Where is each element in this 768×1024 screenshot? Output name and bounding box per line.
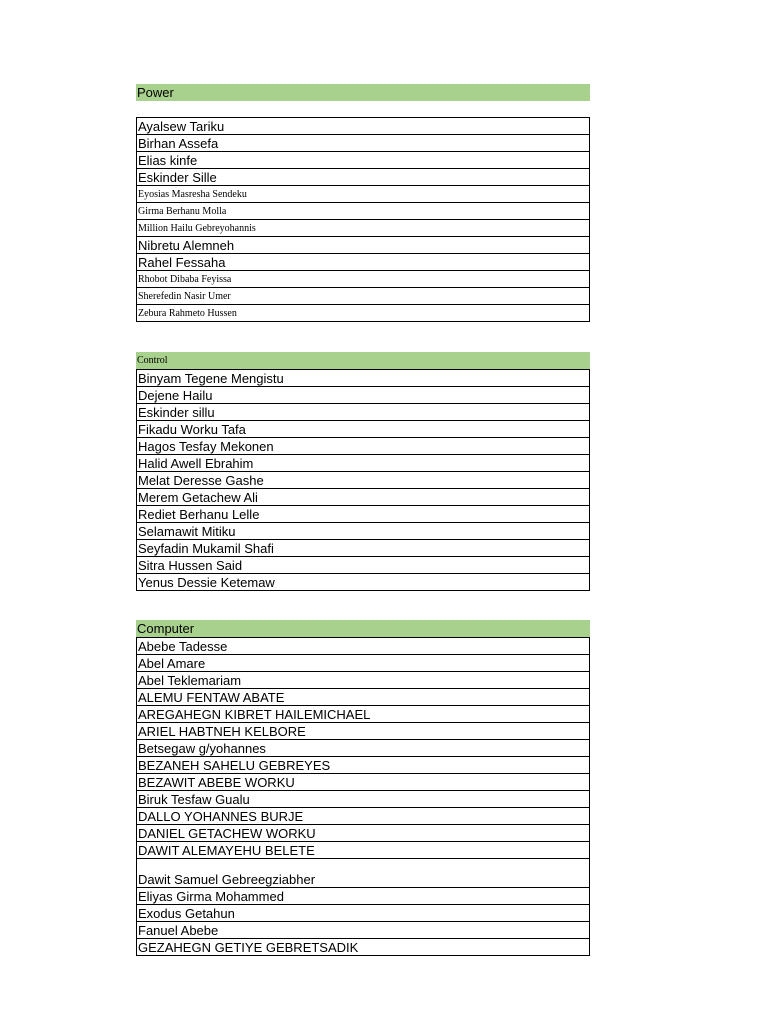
table-row <box>137 271 590 288</box>
table-row <box>137 689 590 706</box>
control-section <box>136 352 590 591</box>
table-row <box>137 791 590 808</box>
name-cell[interactable]: Yenus Dessie Ketemaw <box>137 574 590 591</box>
name-cell[interactable]: Abel Amare <box>137 655 590 672</box>
table-row <box>137 672 590 689</box>
power-section <box>136 84 590 322</box>
control-table <box>136 369 590 591</box>
table-row <box>137 842 590 859</box>
table-row <box>137 288 590 305</box>
name-cell[interactable]: Selamawit Mitiku <box>137 523 590 540</box>
table-row <box>137 655 590 672</box>
table-row <box>137 808 590 825</box>
table-row <box>137 740 590 757</box>
table-row <box>137 638 590 655</box>
name-cell[interactable]: Sitra Hussen Said <box>137 557 590 574</box>
table-row <box>137 825 590 842</box>
name-cell[interactable]: Dejene Hailu <box>137 387 590 404</box>
table-row <box>137 237 590 254</box>
table-row <box>137 523 590 540</box>
table-row <box>137 421 590 438</box>
name-cell[interactable]: Dawit Samuel Gebreegziabher <box>137 859 590 888</box>
table-row <box>137 574 590 591</box>
name-cell[interactable]: Hagos Tesfay Mekonen <box>137 438 590 455</box>
name-cell[interactable]: DANIEL GETACHEW WORKU <box>137 825 590 842</box>
table-row <box>137 706 590 723</box>
name-cell[interactable]: Girma Berhanu Molla <box>137 203 590 220</box>
table-row <box>137 757 590 774</box>
table-row <box>137 557 590 574</box>
name-cell[interactable]: Abel Teklemariam <box>137 672 590 689</box>
table-row <box>137 905 590 922</box>
name-cell[interactable]: Zebura Rahmeto Hussen <box>137 305 590 322</box>
name-cell[interactable]: Eliyas Girma Mohammed <box>137 888 590 905</box>
computer-table <box>136 637 590 956</box>
name-cell[interactable]: Eskinder Sille <box>137 169 590 186</box>
name-cell[interactable]: ARIEL HABTNEH KELBORE <box>137 723 590 740</box>
table-row <box>137 152 590 169</box>
computer-header: Computer <box>136 620 590 637</box>
name-cell[interactable]: Rhobot Dibaba Feyissa <box>137 271 590 288</box>
name-cell[interactable]: Exodus Getahun <box>137 905 590 922</box>
name-cell[interactable]: DAWIT ALEMAYEHU BELETE <box>137 842 590 859</box>
name-cell[interactable]: Merem Getachew Ali <box>137 489 590 506</box>
name-cell[interactable]: Biruk Tesfaw Gualu <box>137 791 590 808</box>
name-cell[interactable]: GEZAHEGN GETIYE GEBRETSADIK <box>137 939 590 956</box>
name-cell[interactable]: Melat Deresse Gashe <box>137 472 590 489</box>
table-row <box>137 774 590 791</box>
name-cell[interactable]: Binyam Tegene Mengistu <box>137 370 590 387</box>
table-row <box>137 254 590 271</box>
table-row <box>137 305 590 322</box>
table-row <box>137 438 590 455</box>
control-header: Control <box>136 352 590 369</box>
name-cell[interactable]: Sherefedin Nasir Umer <box>137 288 590 305</box>
table-row <box>137 169 590 186</box>
table-row <box>137 922 590 939</box>
table-row <box>137 220 590 237</box>
table-row <box>137 540 590 557</box>
name-cell[interactable]: Abebe Tadesse <box>137 638 590 655</box>
table-row <box>137 888 590 905</box>
computer-section <box>136 620 590 956</box>
name-cell[interactable]: Eyosias Masresha Sendeku <box>137 186 590 203</box>
name-cell[interactable]: AREGAHEGN KIBRET HAILEMICHAEL <box>137 706 590 723</box>
table-row <box>137 723 590 740</box>
name-cell[interactable]: BEZANEH SAHELU GEBREYES <box>137 757 590 774</box>
table-row <box>137 455 590 472</box>
name-cell[interactable]: Elias kinfe <box>137 152 590 169</box>
name-cell[interactable]: Rahel Fessaha <box>137 254 590 271</box>
table-row <box>137 203 590 220</box>
name-cell[interactable]: DALLO YOHANNES BURJE <box>137 808 590 825</box>
table-row <box>137 135 590 152</box>
table-row <box>137 859 590 888</box>
name-cell[interactable]: Halid Awell Ebrahim <box>137 455 590 472</box>
table-row <box>137 118 590 135</box>
table-row <box>137 939 590 956</box>
name-cell[interactable]: Rediet Berhanu Lelle <box>137 506 590 523</box>
name-cell[interactable]: Betsegaw g/yohannes <box>137 740 590 757</box>
name-cell[interactable]: ALEMU FENTAW ABATE <box>137 689 590 706</box>
table-row <box>137 506 590 523</box>
name-cell[interactable]: Birhan Assefa <box>137 135 590 152</box>
name-cell[interactable]: Million Hailu Gebreyohannis <box>137 220 590 237</box>
table-row <box>137 387 590 404</box>
table-row <box>137 404 590 421</box>
table-row <box>137 472 590 489</box>
name-cell[interactable]: Eskinder sillu <box>137 404 590 421</box>
power-table <box>136 117 590 322</box>
name-cell[interactable]: Fanuel Abebe <box>137 922 590 939</box>
table-row <box>137 370 590 387</box>
table-row <box>137 489 590 506</box>
name-cell[interactable]: Nibretu Alemneh <box>137 237 590 254</box>
name-cell[interactable]: Fikadu Worku Tafa <box>137 421 590 438</box>
name-cell[interactable]: Ayalsew Tariku <box>137 118 590 135</box>
name-cell[interactable]: Seyfadin Mukamil Shafi <box>137 540 590 557</box>
name-cell[interactable]: BEZAWIT ABEBE WORKU <box>137 774 590 791</box>
power-header: Power <box>136 84 590 101</box>
table-row <box>137 186 590 203</box>
